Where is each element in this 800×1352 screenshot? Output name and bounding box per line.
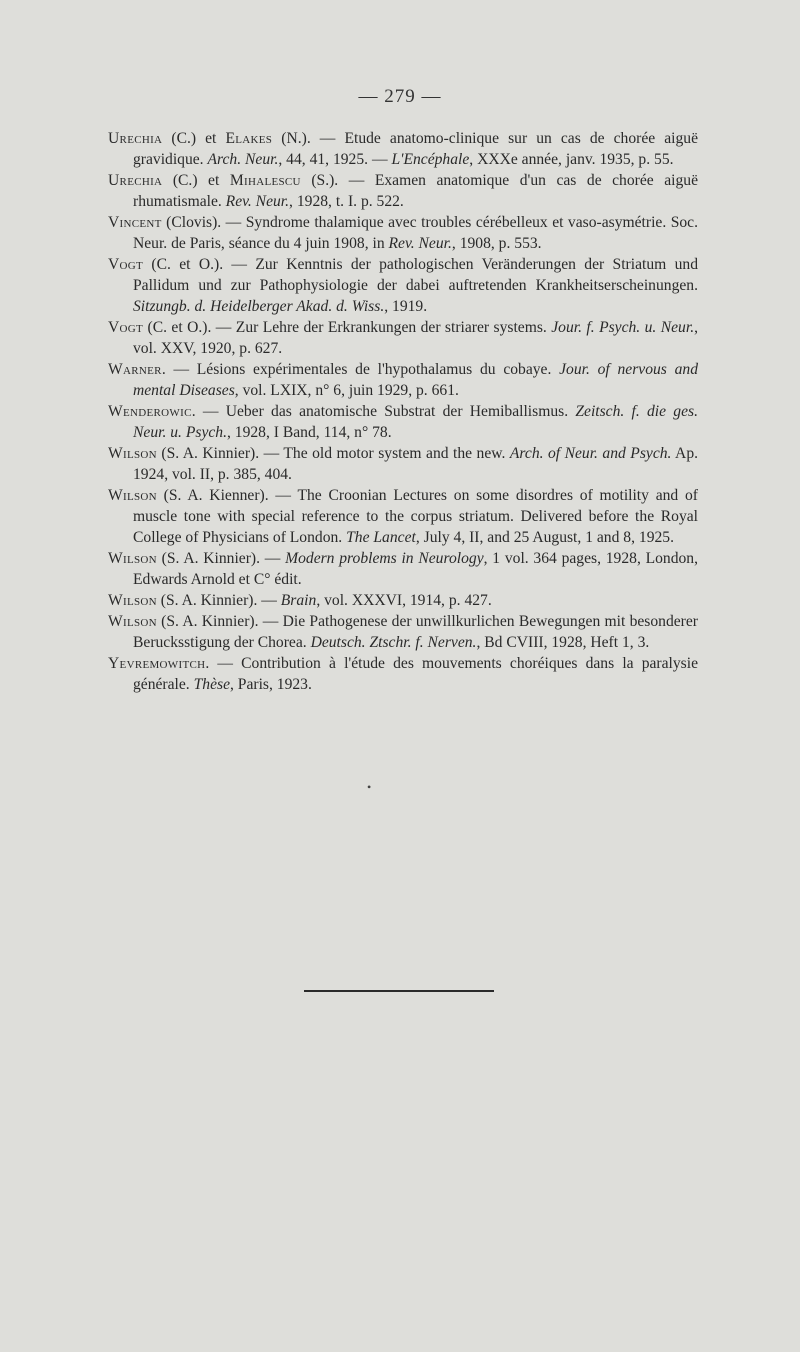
bib-entry <box>108 653 698 695</box>
entry-author: Urechia <box>108 130 163 147</box>
entry-source: Zeitsch. f. die ges. Neur. u. Psych. <box>133 403 698 441</box>
entry-text: , vol. XXV, 1920, p. 627. <box>133 319 699 357</box>
entry-text: , vol. XXXVI, 1914, p. 427. <box>316 592 492 609</box>
entry-source: Rev. Neur. <box>225 193 290 210</box>
entry-text: , XXXe année, janv. 1935, p. 55. <box>469 151 674 168</box>
page-number: — 279 — <box>358 86 442 107</box>
bib-entry <box>108 443 698 485</box>
entry-text: (S. A. Kinnier). — Die Pathogenese der unwillkurlichen Bewegungen mit besonderer Berucksstigung der Chorea. <box>133 613 698 651</box>
entry-text: , 1 vol. 364 pages, 1928, London, Edwards Arnold et C° édit. <box>133 550 699 588</box>
bib-entry <box>108 611 698 653</box>
bullet-mark: • <box>367 780 372 794</box>
entry-coauthor: Elakes <box>225 130 273 147</box>
entry-author: Wenderowic <box>108 403 192 420</box>
entry-author: Wilson <box>108 613 157 630</box>
entry-text: (C. et O.). — Zur Lehre der Erkrankungen der striarer systems. <box>143 319 552 336</box>
bib-entry <box>108 254 698 317</box>
entry-source: Rev. Neur. <box>388 235 452 252</box>
closing-rule <box>304 990 494 992</box>
bib-entry <box>108 401 698 443</box>
entry-text: , July 4, II, and 25 August, 1 and 8, 1925. <box>415 529 674 546</box>
entry-source: Jour. of nervous and mental Diseases <box>133 361 698 399</box>
entry-text: (S. A. Kinnier). — <box>156 550 286 567</box>
entry-text: (C. et O.). — Zur Kenntnis der pathologischen Veränderungen der Striatum und Pallidum und zur Pathophysiologie der dabei auftretenden Krankheitserscheinungen. <box>133 256 698 294</box>
entry-text: , Paris, 1923. <box>230 676 312 693</box>
entry-text: (C.) et <box>162 172 230 189</box>
bib-entry <box>108 317 698 359</box>
bib-entry <box>108 128 698 170</box>
entry-author: Wilson <box>108 445 157 462</box>
entry-text: , 1908, p. 553. <box>451 235 542 252</box>
entry-text: , vol. LXIX, n° 6, juin 1929, p. 661. <box>234 382 459 399</box>
entry-source: Thèse <box>193 676 230 693</box>
entry-text: , 1919. <box>384 298 428 315</box>
entry-text: , 44, 41, 1925. — <box>278 151 392 168</box>
entry-text: . — Contribution à l'étude des mouvements choréiques dans la paralysie générale. <box>133 655 698 693</box>
entry-text: (C.) et <box>162 130 226 147</box>
bib-entry <box>108 590 698 611</box>
entry-text: , 1928, t. I. p. 522. <box>289 193 404 210</box>
bib-entry <box>108 548 698 590</box>
entry-text: (S. A. Kinnier). — The old motor system and the new. <box>156 445 510 462</box>
bib-entry <box>108 359 698 401</box>
bib-entry <box>108 485 698 548</box>
entry-text: . — Lésions expérimentales de l'hypothalamus du cobaye. <box>161 361 560 378</box>
entry-source: Deutsch. Ztschr. f. Nerven. <box>310 634 477 651</box>
entry-author: Yevremowitch <box>108 655 206 672</box>
entry-source: The Lancet <box>346 529 416 546</box>
entry-coauthor: Mihalescu <box>229 172 301 189</box>
entry-source: Arch. of Neur. and Psych. <box>509 445 672 462</box>
entry-source: Arch. Neur. <box>207 151 279 168</box>
bib-entry <box>108 212 698 254</box>
entry-source: Modern problems in Neurology <box>285 550 484 567</box>
entry-text: (N.). — Etude anatomo-clinique sur un cas de chorée aiguë gravidique. <box>133 130 698 168</box>
bib-entry <box>108 170 698 212</box>
entry-text: , 1928, I Band, 114, n° 78. <box>226 424 392 441</box>
entry-text: . — Ueber das anatomische Substrat der Hemiballismus. <box>191 403 576 420</box>
entry-author: Urechia <box>108 172 163 189</box>
entry-source: Brain <box>280 592 317 609</box>
entry-text: (S. A. Kienner). — The Croonian Lectures on some disordres of motility and of muscle tone with special reference to the corpus striatum. Delivered before the Royal College of Physicians of London. <box>133 487 698 546</box>
bibliography-list <box>108 128 698 695</box>
entry-text: (S.). — Examen anatomique d'un cas de chorée aiguë rhumatismale. <box>133 172 698 210</box>
entry-text: (Clovis). — Syndrome thalamique avec troubles cérébelleux et vaso-asymétrie. Soc. Neur. de Paris, séance du 4 juin 1908, in <box>133 214 698 252</box>
entry-author: Vogt <box>108 319 144 336</box>
entry-author: Wilson <box>108 487 157 504</box>
entry-source: L'Encéphale <box>391 151 470 168</box>
entry-author: Warner <box>108 361 162 378</box>
entry-author: Vogt <box>108 256 144 273</box>
entry-source: Sitzungb. d. Heidelberger Akad. d. Wiss. <box>133 298 385 315</box>
entry-text: Ap. 1924, vol. II, p. 385, 404. <box>133 445 699 483</box>
entry-text: (S. A. Kinnier). — <box>156 592 281 609</box>
entry-text: , Bd CVIII, 1928, Heft 1, 3. <box>476 634 650 651</box>
entry-author: Vincent <box>108 214 162 231</box>
entry-source: Jour. f. Psych. u. Neur. <box>551 319 695 336</box>
entry-author: Wilson <box>108 550 157 567</box>
entry-author: Wilson <box>108 592 157 609</box>
